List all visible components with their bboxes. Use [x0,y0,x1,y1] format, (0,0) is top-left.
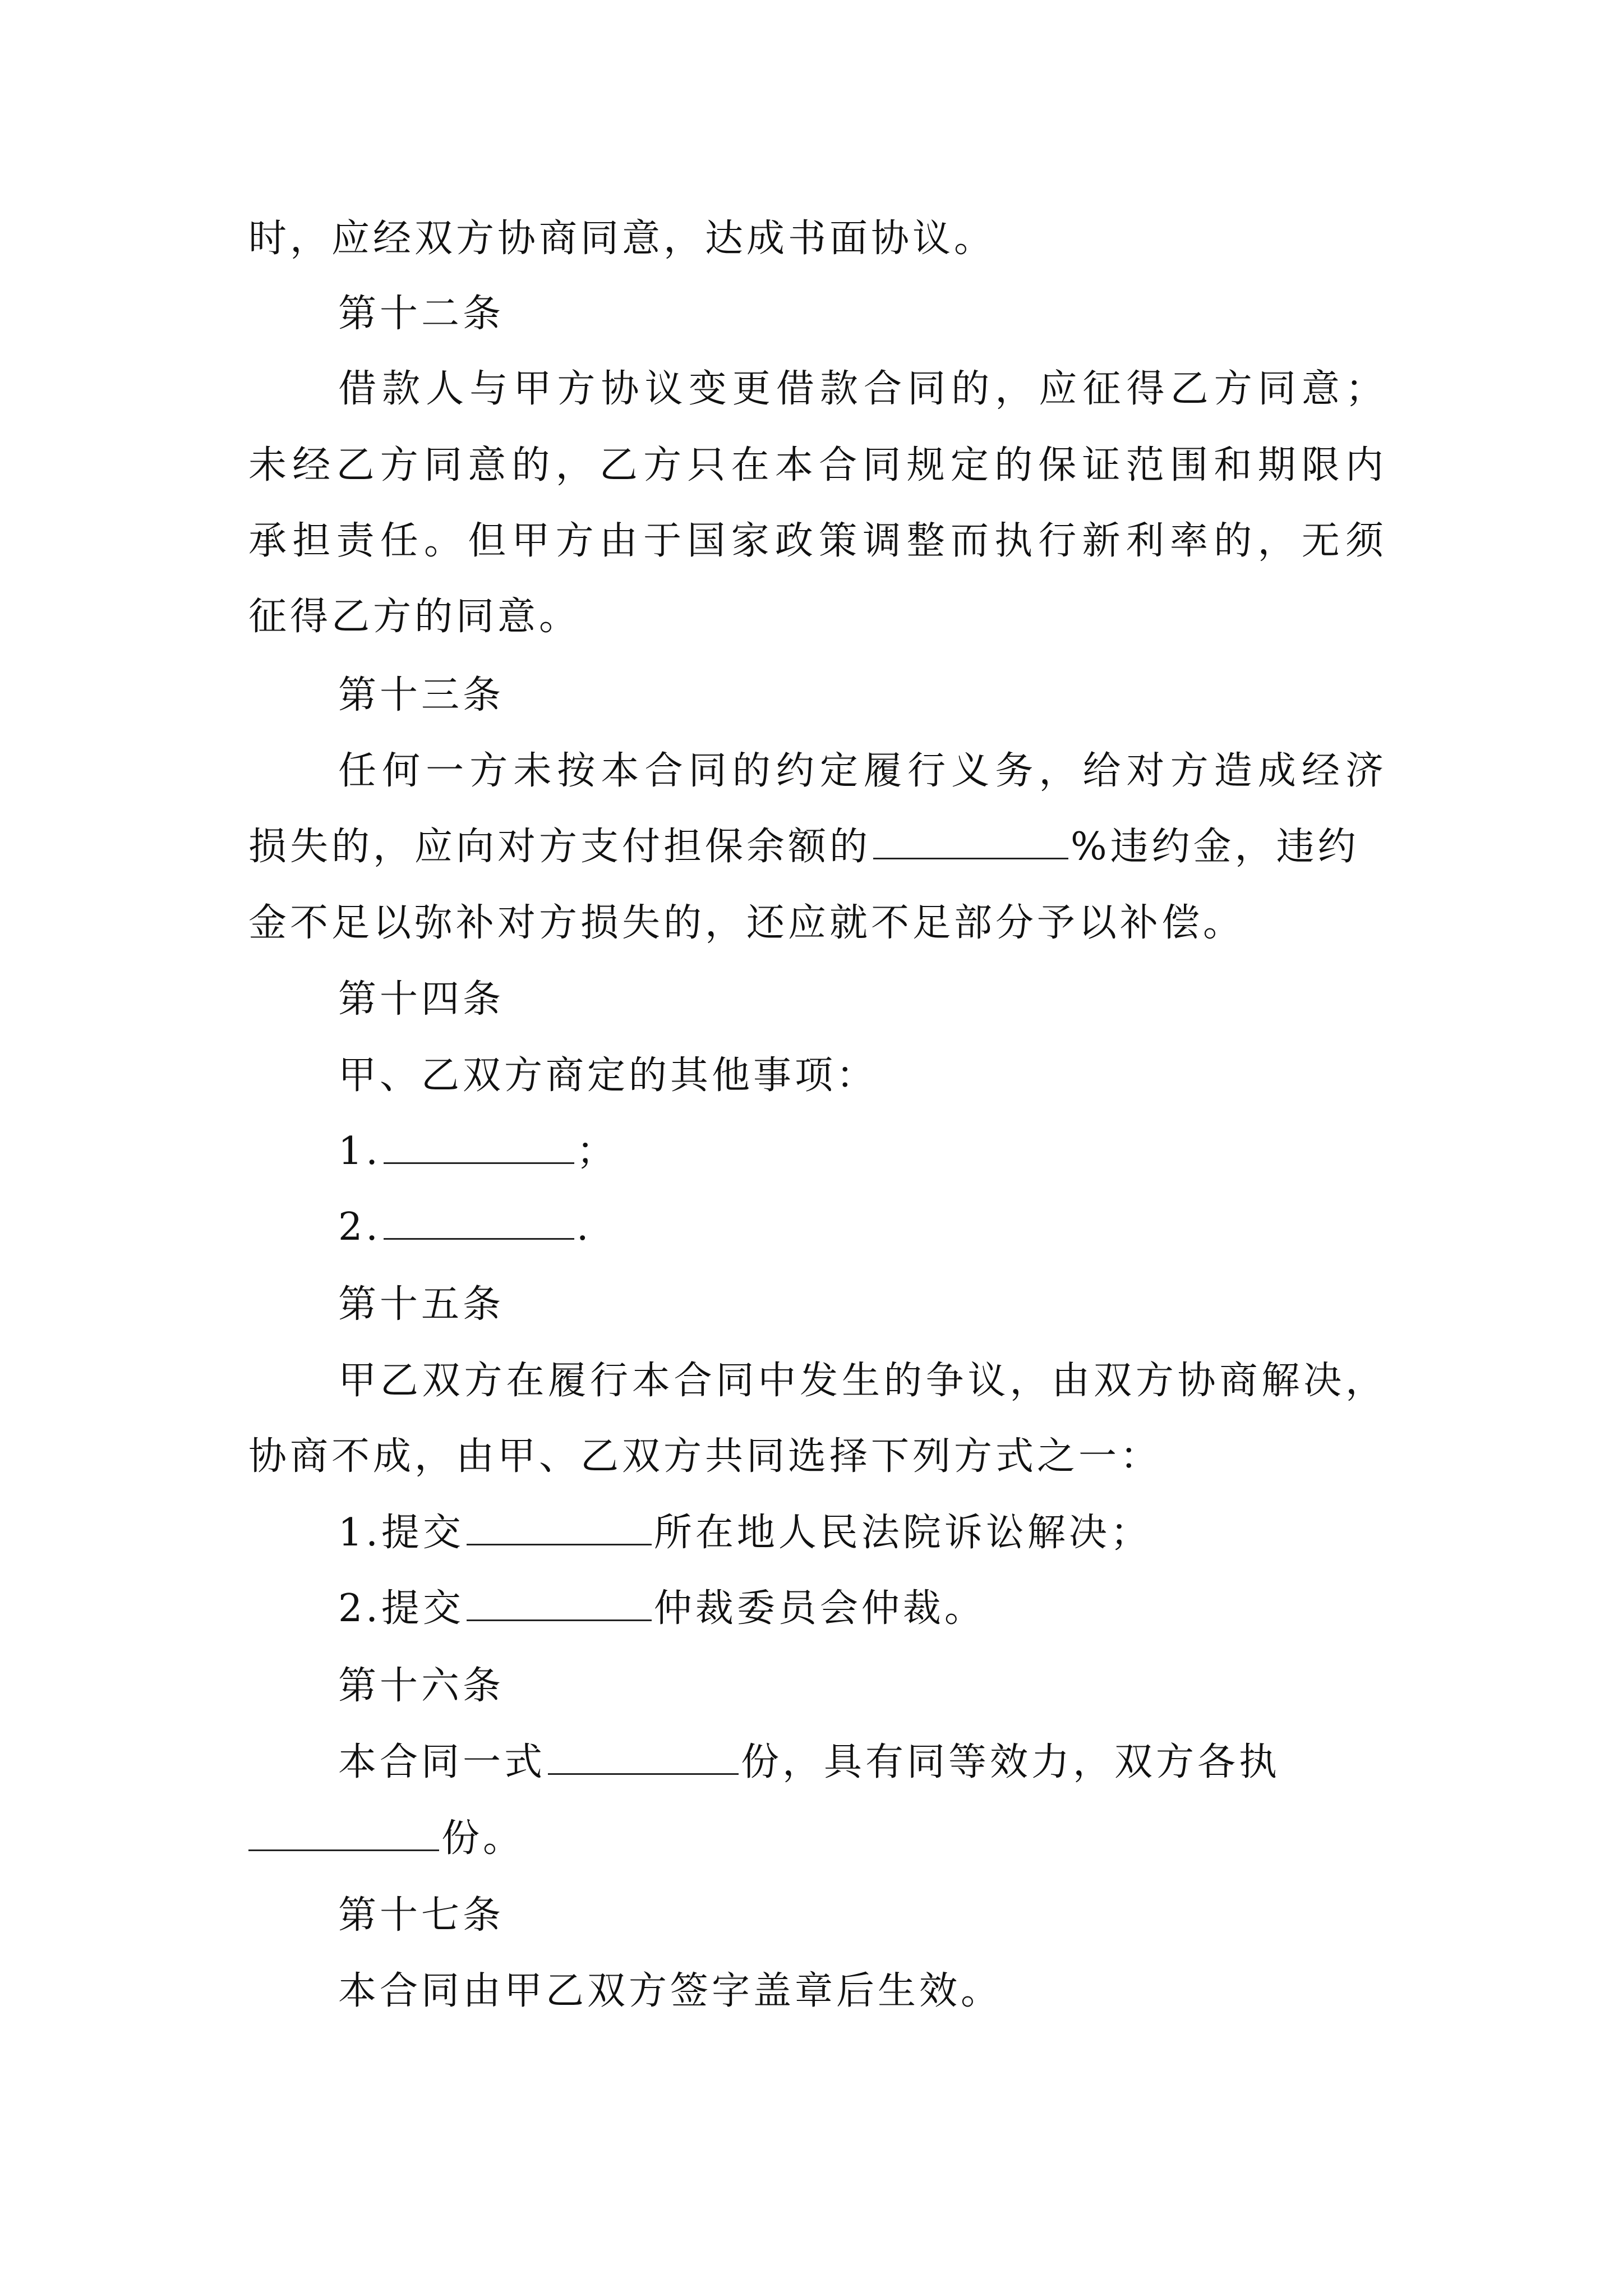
article-15-line-2: 协商不成，由甲、乙双方共同选择下列方式之一： [248,1434,1162,1479]
article-15-heading: 第十五条 [338,1282,505,1327]
article-16-line-2 [248,1805,1387,1872]
article-12-line-2: 未经乙方同意的，乙方只在本合同规定的保证范围和期限内 [248,443,1387,487]
article-17-line-1: 本合同由甲乙双方签字盖章后生效。 [338,1969,1003,2013]
article-15-line-1: 甲乙双方在履行本合同中发生的争议，由双方协商解决， [338,1359,1387,1403]
text-segment: %违约金，违约 [1071,825,1359,869]
fill-in-blank[interactable] [384,1236,574,1240]
text-segment: 损失的，应向对方支付担保余额的 [248,825,872,869]
text-segment: ； [576,1129,618,1174]
article-13-line-1: 任何一方未按本合同的约定履行义务，给对方造成经济 [338,749,1387,793]
text-segment: . [576,1205,592,1249]
article-12-line-3: 承担责任。但甲方由于国家政策调整而执行新利率的，无须 [248,519,1387,563]
article-15-option-1 [338,1499,1387,1567]
text-segment: 1.提交 [338,1511,464,1555]
text-segment: 仲裁委员会仲裁。 [653,1586,986,1631]
text-segment: 2. [338,1205,381,1249]
article-13-line-2 [248,813,1387,881]
article-14-item-2 [338,1194,1387,1261]
article-16-heading: 第十六条 [338,1664,505,1708]
article-12-line-1: 借款人与甲方协议变更借款合同的，应征得乙方同意； [338,367,1387,411]
fill-in-blank[interactable] [467,1617,652,1621]
fill-in-blank[interactable] [873,855,1068,859]
article-14-heading: 第十四条 [338,977,505,1022]
text-segment: 本合同一式 [338,1740,546,1784]
text-segment: 1. [338,1129,381,1174]
fill-in-blank[interactable] [384,1160,574,1164]
fill-in-blank[interactable] [467,1542,652,1545]
text-segment: 2.提交 [338,1586,464,1631]
article-13-heading: 第十三条 [338,673,505,717]
article-17-heading: 第十七条 [338,1893,505,1938]
article-15-option-2 [338,1575,1387,1642]
article-12-line-4: 征得乙方的同意。 [248,595,581,639]
fill-in-blank[interactable] [548,1771,739,1775]
article-14-item-1 [338,1118,1387,1185]
article-16-line-1 [338,1729,1387,1796]
article-12-heading: 第十二条 [338,292,505,336]
fill-in-blank[interactable] [248,1847,439,1851]
article-14-line-1: 甲、乙双方商定的其他事项： [338,1053,878,1098]
text-segment: 所在地人民法院诉讼解决； [653,1511,1152,1555]
article-13-line-3: 金不足以弥补对方损失的，还应就不足部分予以补偿。 [248,901,1245,945]
text-line: 时，应经双方协商同意，达成书面协议。 [248,217,996,261]
text-segment: 份，具有同等效力，双方各执 [741,1740,1281,1784]
text-segment: 份。 [441,1816,525,1861]
